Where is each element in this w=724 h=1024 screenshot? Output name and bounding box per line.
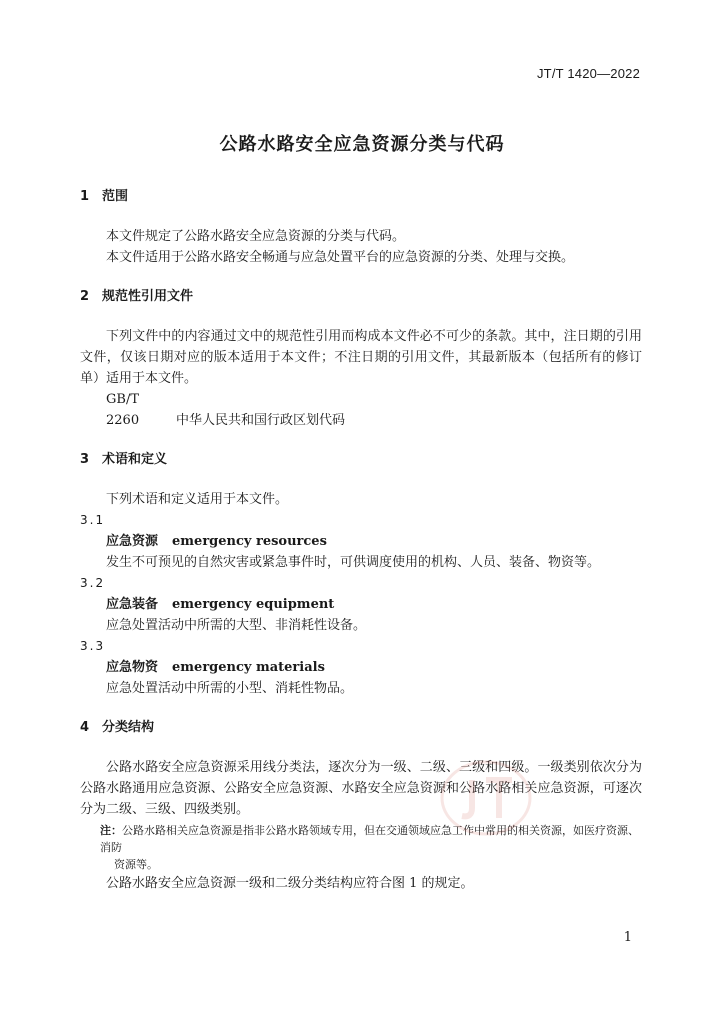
normative-reference (80, 389, 642, 431)
term-definition: 应急处置活动中所需的大型、非消耗性设备。 (106, 618, 367, 633)
section-3-heading (80, 449, 642, 470)
term-english: emergency equipment (172, 597, 335, 612)
document-title: 公路水路安全应急资源分类与代码 (219, 134, 505, 155)
clause-number: 3.3 (80, 639, 106, 653)
paragraph: 下列术语和定义适用于本文件。 (106, 492, 289, 507)
section-title: 规范性引用文件 (102, 289, 194, 304)
section-1-heading (80, 186, 642, 207)
term-chinese: 应急装备 (106, 597, 159, 612)
paragraph: 下列文件中的内容通过文中的规范性引用而构成本文件必不可少的条款。其中，注日期的引用文件，仅该日期对应的版本适用于本文件；不注日期的引用文件，其最新版本（包括所有的修订单）适用于本文件。 (80, 329, 642, 386)
reference-name: 中华人民共和国行政区划代码 (176, 413, 346, 428)
section-title: 分类结构 (102, 720, 155, 735)
section-number: 2 (80, 289, 90, 304)
term-chinese: 应急资源 (106, 534, 159, 549)
page-number: 1 (623, 930, 632, 945)
term-entry (80, 594, 642, 615)
section-number: 1 (80, 189, 90, 204)
paragraph: 公路水路安全应急资源采用线分类法，逐次分为一级、二级、三级和四级。一级类别依次分为公路水路通用应急资源、公路安全应急资源、水路安全应急资源和公路水路相关应急资源，可逐次分为二级、三级、四级类别。 (80, 760, 642, 817)
term-chinese: 应急物资 (106, 660, 159, 675)
note-text-continued: 资源等。 (114, 858, 158, 871)
note-text: 公路水路相关应急资源是指非公路水路领域专用，但在交通领域应急工作中常用的相关资源，如医疗资源、消防 (100, 824, 639, 854)
clause-number: 3.1 (80, 513, 106, 527)
reference-code: GB/T 2260 (106, 392, 140, 428)
term-english: emergency resources (172, 534, 327, 549)
section-title: 范围 (102, 189, 129, 204)
paragraph: 本文件适用于公路水路安全畅通与应急处置平台的应急资源的分类、处理与交换。 (106, 250, 575, 265)
standard-code: JT/T 1420—2022 (536, 66, 640, 81)
section-4-heading (80, 717, 642, 738)
clause-number: 3.2 (80, 576, 106, 590)
section-title: 术语和定义 (102, 452, 168, 467)
paragraph: 公路水路安全应急资源一级和二级分类结构应符合图 1 的规定。 (106, 876, 474, 891)
note (80, 822, 642, 873)
section-number: 4 (80, 720, 90, 735)
section-number: 3 (80, 452, 90, 467)
term-definition: 应急处置活动中所需的小型、消耗性物品。 (106, 681, 354, 696)
note-label: 注： (100, 824, 122, 837)
term-entry (80, 657, 642, 678)
term-definition: 发生不可预见的自然灾害或紧急事件时，可供调度使用的机构、人员、装备、物资等。 (106, 555, 601, 570)
term-entry (80, 531, 642, 552)
paragraph: 本文件规定了公路水路安全应急资源的分类与代码。 (106, 229, 406, 244)
section-2-heading (80, 286, 642, 307)
document-body (80, 186, 642, 894)
term-english: emergency materials (172, 660, 325, 675)
